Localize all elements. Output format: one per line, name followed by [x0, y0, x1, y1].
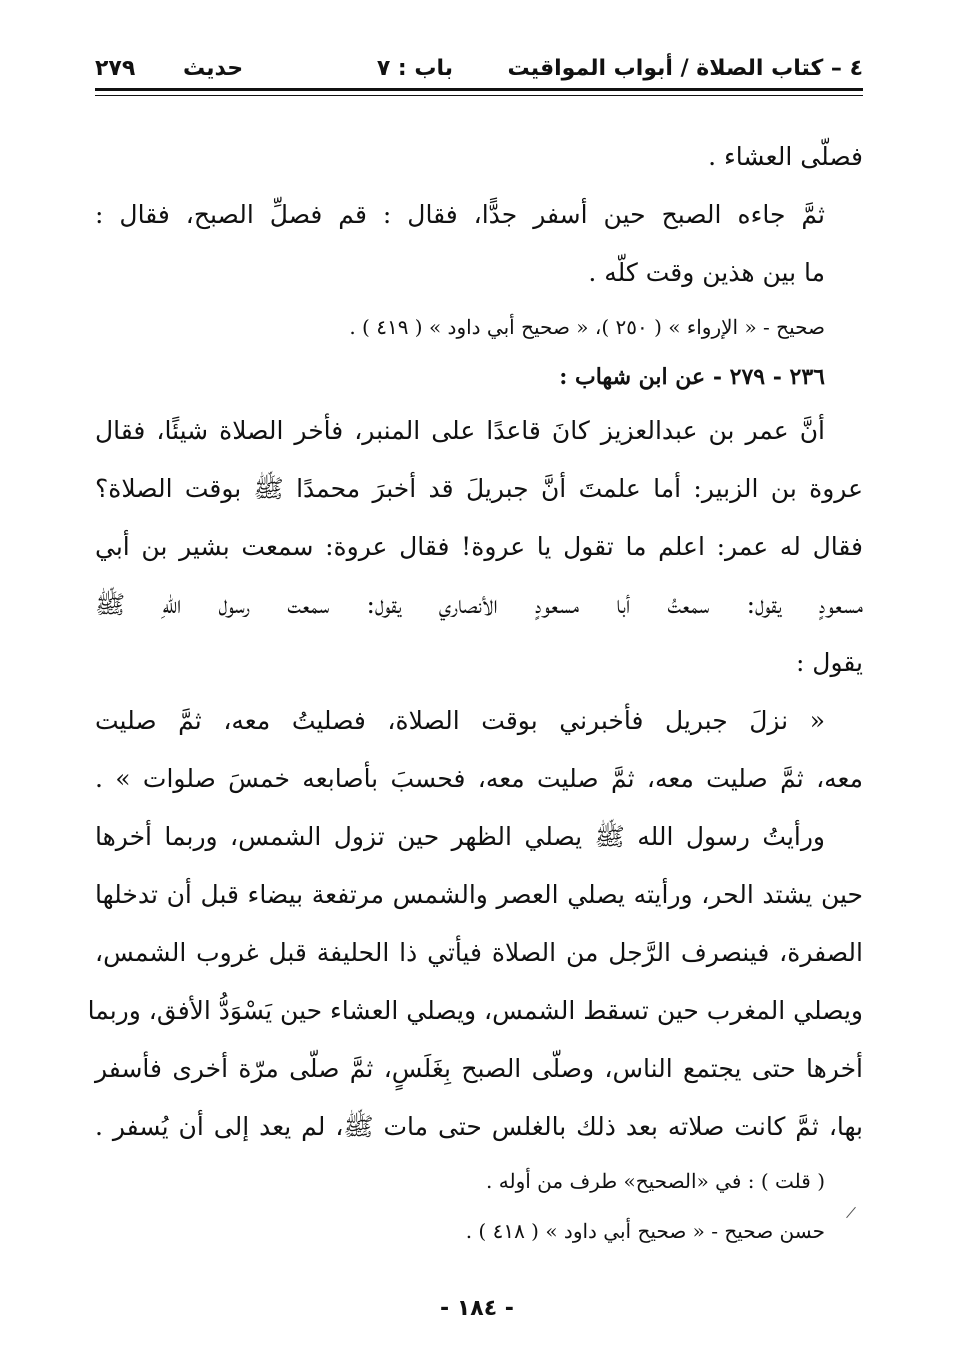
- page-body: [87, 128, 863, 1256]
- text-line: حين يشتد الحر، ورأيته يصلي العصر والشمس مرتفعة بيضاء قبل أن تدخلها: [95, 880, 863, 909]
- text-line: بها، ثمَّ كانت صلاته بعد ذلك بالغلس حتى مات ﷺ، لم يعد إلى أن يُسفر .: [95, 1112, 863, 1141]
- text-line: مسعودٍ يقول: سمعتُ أبا مسعودٍ الأنصاري يقول: سمعت رسول اللهِ ﷺ: [95, 590, 863, 619]
- header-rule-thin: [95, 95, 863, 96]
- text-line: ما بين هذين وقت كلّه .: [588, 258, 825, 287]
- header-book-title: ٤ – كتاب الصلاة / أبواب المواقيت: [507, 56, 863, 81]
- text-line: فصلّى العشاء .: [708, 142, 863, 171]
- text-line: معه، ثمَّ صليت معه، ثمَّ صليت معه، فحسبَ بأصابعه خمسَ صلوات » .: [95, 764, 863, 793]
- text-line: فقال له عمر: اعلم ما تقول يا عروة! فقال عروة: سمعت بشير بن أبي: [95, 532, 863, 561]
- text-line: يقول :: [795, 648, 863, 677]
- text-line: « نزلَ جبريل فأخبرني بوقت الصلاة، فصليتُ معه، ثمَّ صليت: [95, 706, 825, 735]
- running-header: [95, 50, 863, 90]
- text-line: ورأيتُ رسول الله ﷺ يصلي الظهر حين تزول الشمس، وربما أخرها: [95, 822, 825, 851]
- text-line: الصفرة، فينصرف الرَّجل من الصلاة فيأتي ذا الحليفة قبل غروب الشمس،: [95, 938, 863, 967]
- header-hadith-label: حديث: [183, 56, 244, 81]
- takhrij-reference: حسن صحيح - « صحيح أبي داود » ( ٤١٨ ) .: [465, 1219, 825, 1243]
- text-line: عروة بن الزبير: أما علمتَ أنَّ جبريلَ قد أخبرَ محمدًا ﷺ بوقت الصلاة؟: [95, 474, 863, 503]
- header-rule-thick: [95, 88, 863, 91]
- takhrij-reference: صحيح - « الإرواء » ( ٢٥٠ )، « صحيح أبي داود » ( ٤١٩ ) .: [349, 315, 825, 339]
- header-bab: باب : ٧: [376, 56, 453, 81]
- text-line: أنَّ عمر بن عبدالعزيز كانَ قاعدًا على المنبر، فأخر الصلاة شيئًا، فقال: [95, 416, 825, 445]
- author-note: ( قلت ) : في «الصحيح» طرف من أوله .: [486, 1169, 825, 1193]
- page-number: - ١٨٤ -: [440, 1296, 514, 1321]
- text-line: ويصلي المغرب حين تسقط الشمس، ويصلي العشاء حين يَسْوَدُّ الأفق، وربما: [87, 996, 863, 1025]
- text-line: أخرها حتى يجتمع الناس، وصلّى الصبح بِغَلَسٍ، ثمَّ صلّى مرّة أخرى فأسفر: [95, 1054, 863, 1083]
- text-line: ثمَّ جاءه الصبح حين أسفر جدًّا، فقال : قم فصلِّ الصبح، فقال :: [95, 200, 825, 229]
- header-hadith-number: ٢٧٩: [95, 56, 136, 81]
- hadith-isnad-heading: ٢٣٦ - ٢٧٩ - عن ابن شهاب :: [559, 364, 825, 390]
